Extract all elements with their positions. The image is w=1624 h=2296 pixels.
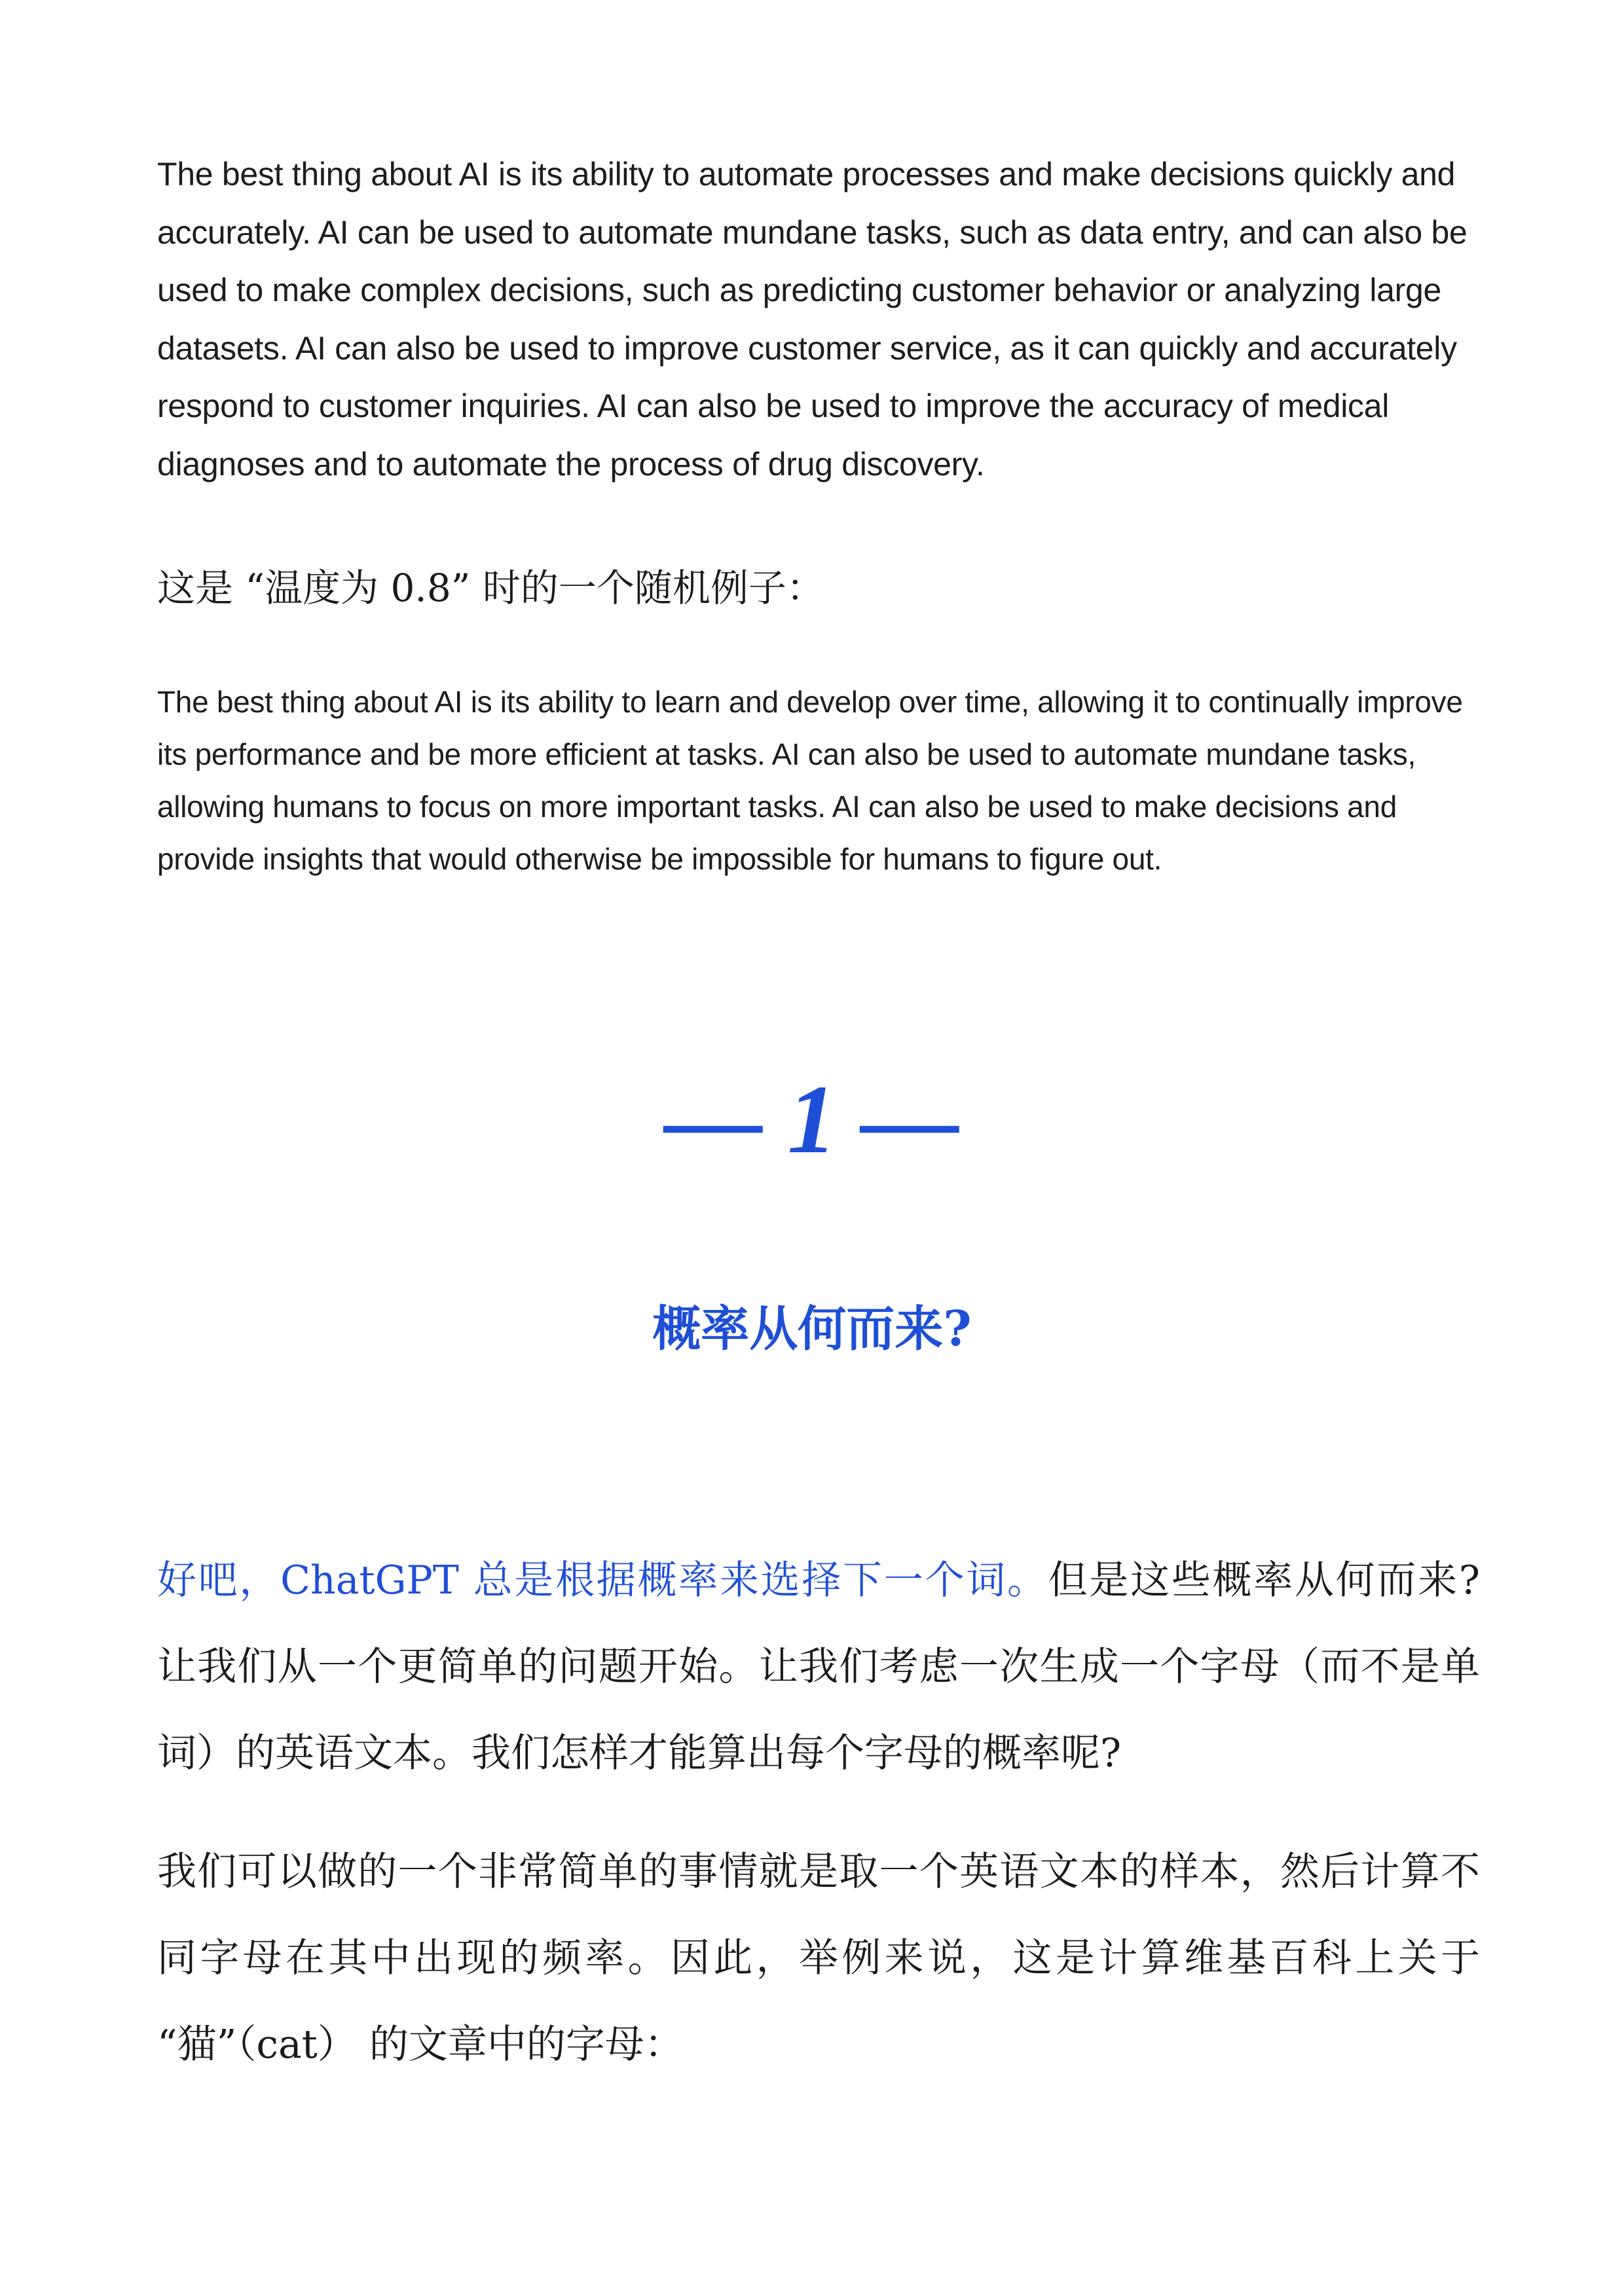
body-paragraph: 我们可以做的一个非常简单的事情就是取一个英语文本的样本，然后计算不同字母在其中出现的频率。因此，举例来说，这是计算维基百科上关于 “猫”（cat） 的文章中的字母： xyxy=(157,1849,1480,2068)
ai-sample-text-temperature-08: The best thing about AI is its ability to learn and develop over time, allowing it to continually improve its performance and be more efficient at tasks. AI can also be used to automate mundane tasks, allowing humans to focus on more important tasks. AI can also be used to make decisions and provide insights that would otherwise be impossible for humans to figure out. xyxy=(157,685,1463,876)
highlighted-sentence: 好吧，ChatGPT 总是根据概率来选择下一个词。 xyxy=(157,1558,1048,1603)
temperature-caption: 这是 “温度为 0.8” 时的一个随机例子： xyxy=(157,566,824,610)
chapter-number-mark: — 1 — xyxy=(665,1065,959,1174)
section-title: 概率从何而来? xyxy=(652,1301,972,1357)
ai-sample-text-default: The best thing about AI is its ability to automate processes and make decisions quickly and accurately. AI can be used to automate mundane tasks, such as data entry, and can also be used to make complex decisions, such as predicting customer behavior or analyzing large datasets. AI can also be used to improve customer service, as it can quickly and accurately respond to customer inquiries. AI can also be used to improve the accuracy of medical diagnoses and to automate the process of drug discovery. xyxy=(157,156,1467,483)
body-paragraph xyxy=(157,1537,1480,1796)
paragraph-text: 但是这些概率从何而来? 让我们从一个更简单的问题开始。让我们考虑一次生成一个字母（而不是单词）的英语文本。我们怎样才能算出每个字母的概率呢? xyxy=(157,1558,1480,1776)
